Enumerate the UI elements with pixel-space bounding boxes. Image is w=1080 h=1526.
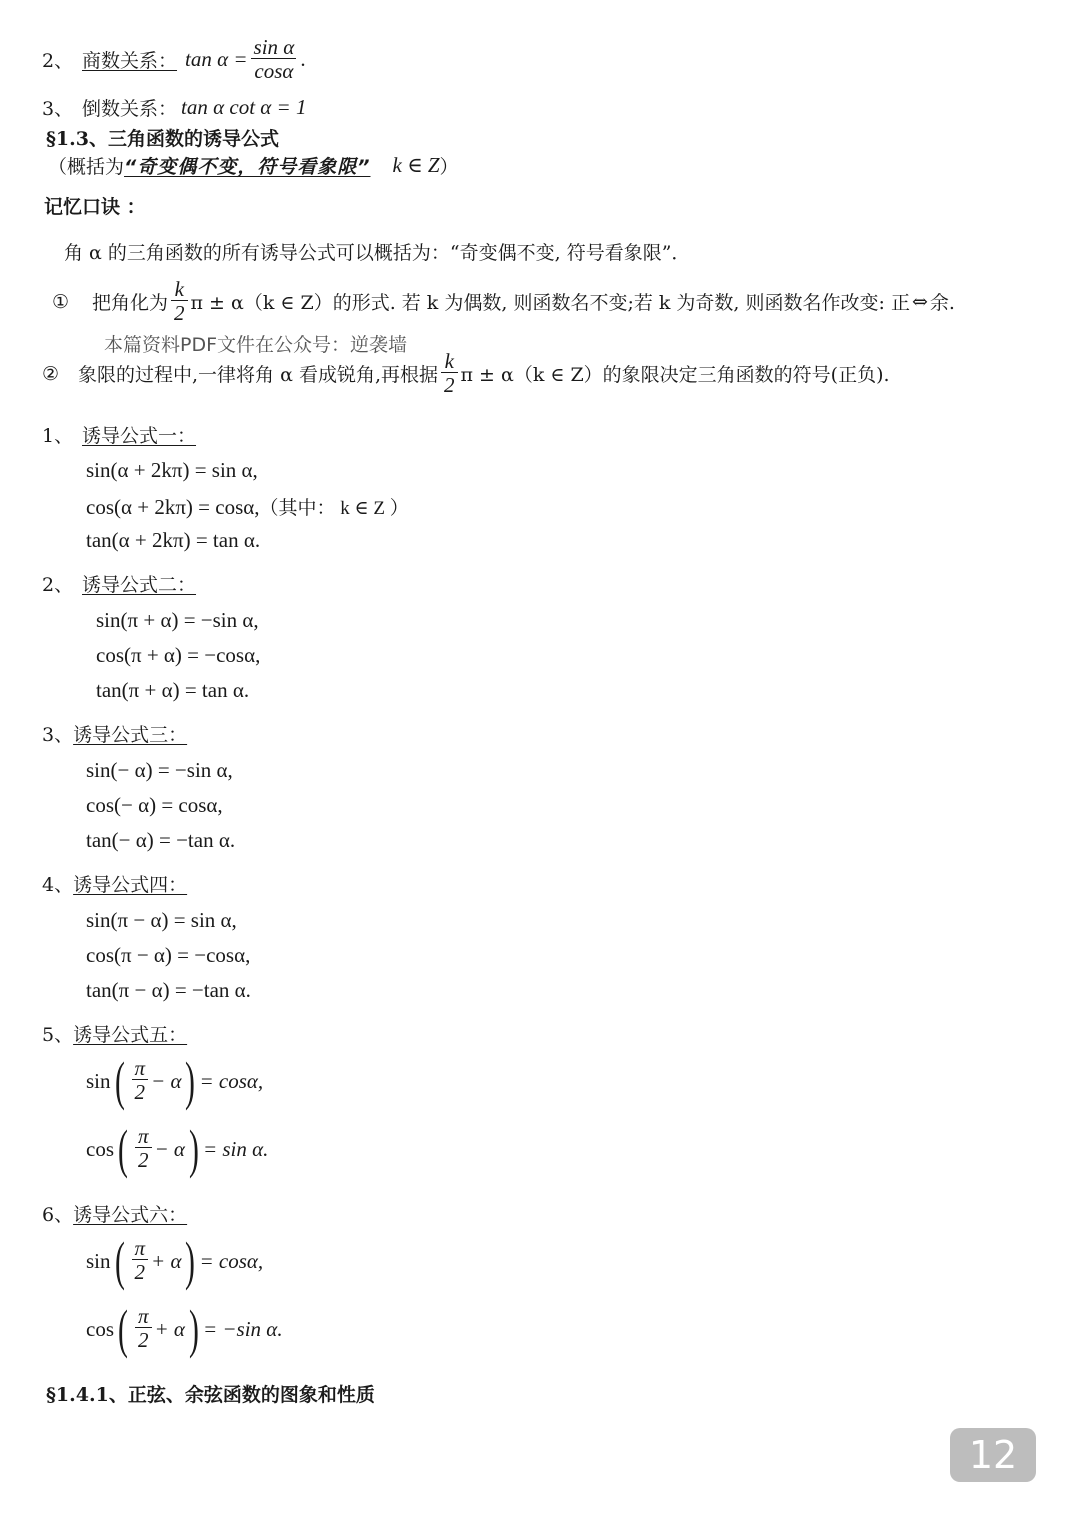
rhs: = sin α. bbox=[202, 1136, 269, 1161]
operand: − α bbox=[151, 1068, 182, 1093]
function-name: sin bbox=[86, 1248, 111, 1273]
fraction-denominator: cosα bbox=[251, 58, 296, 83]
formula-expr: cos(α + 2kπ) = cosα, bbox=[86, 495, 260, 519]
formula-line bbox=[86, 1119, 269, 1179]
formula-note: （其中： k ∈ Z ） bbox=[259, 498, 409, 519]
item-number: 6、 bbox=[42, 1204, 74, 1226]
fraction bbox=[251, 36, 298, 83]
formula-line bbox=[86, 1299, 283, 1359]
rhs: = cosα, bbox=[199, 1248, 264, 1273]
operand: + α bbox=[154, 1316, 185, 1341]
formula-line: tan(α + 2kπ) = tan α. bbox=[86, 528, 261, 552]
item-number: 3、 bbox=[42, 98, 74, 120]
formula-line: sin(π + α) = −sin α, bbox=[96, 608, 259, 632]
step-2 bbox=[42, 350, 890, 397]
formula-title: 诱导公式四： bbox=[73, 874, 188, 896]
item-number: 2、 bbox=[42, 50, 74, 73]
watermark-text: 本篇资料PDF文件在公众号：逆袭墙 bbox=[104, 334, 408, 356]
fraction bbox=[441, 350, 458, 397]
condition: k ∈ Z bbox=[392, 153, 440, 177]
fraction bbox=[135, 1305, 152, 1352]
function-name: cos bbox=[86, 1316, 114, 1341]
relation-label: 倒数关系： bbox=[82, 98, 178, 120]
formula-line: sin(− α) = −sin α, bbox=[86, 758, 233, 782]
formula-line: cos(π + α) = −cosα, bbox=[96, 643, 261, 667]
summary-line bbox=[48, 152, 459, 179]
step-text: 象限的过程中,一律将角 α 看成锐角,再根据 bbox=[78, 364, 438, 387]
item-number: 3、 bbox=[42, 724, 74, 746]
fraction-denominator: 2 bbox=[135, 1147, 152, 1172]
item-number: 2、 bbox=[42, 574, 74, 596]
step-text: 余. bbox=[929, 292, 955, 315]
fraction-denominator: 2 bbox=[132, 1079, 149, 1104]
rhs: = −sin α. bbox=[202, 1316, 283, 1341]
paren-close: ) bbox=[189, 1299, 199, 1359]
item-number: 1、 bbox=[42, 425, 74, 447]
fraction bbox=[132, 1057, 149, 1104]
formula-line: tan(π − α) = −tan α. bbox=[86, 978, 251, 1002]
paren-open: ( bbox=[114, 1231, 125, 1291]
section-title: §1.4.1、正弦、余弦函数的图象和性质 bbox=[46, 1384, 375, 1406]
item-number: 4、 bbox=[42, 874, 74, 896]
paren-close: ) bbox=[189, 1119, 199, 1179]
step-marker: ① bbox=[52, 290, 70, 313]
formula-line bbox=[86, 493, 409, 520]
fraction-numerator: π bbox=[137, 1304, 149, 1329]
formula-line: tan(π + α) = tan α. bbox=[96, 678, 250, 702]
formula-heading bbox=[42, 421, 196, 448]
formula-title: 诱导公式六： bbox=[73, 1204, 188, 1226]
operand: + α bbox=[151, 1248, 182, 1273]
fraction-denominator: 2 bbox=[132, 1259, 149, 1284]
fraction bbox=[171, 278, 188, 325]
paren-close: ) bbox=[185, 1051, 196, 1111]
relation-label: 商数关系： bbox=[82, 50, 178, 73]
paren-close: ) bbox=[185, 1231, 196, 1291]
paren-open: ( bbox=[118, 1299, 128, 1359]
formula-line: tan(− α) = −tan α. bbox=[86, 828, 236, 852]
relation-reciprocal bbox=[42, 94, 306, 121]
item-number: 5、 bbox=[42, 1024, 74, 1046]
formula-heading bbox=[42, 870, 187, 897]
fraction-numerator: π bbox=[137, 1124, 149, 1149]
step-text: π ± α（k ∈ Z）的象限决定三角函数的符号(正负). bbox=[460, 364, 890, 387]
function-name: cos bbox=[86, 1136, 114, 1161]
formula-title: 诱导公式三： bbox=[73, 724, 188, 746]
fraction-denominator: 2 bbox=[441, 372, 458, 397]
formula-line bbox=[86, 1231, 264, 1291]
function-name: sin bbox=[86, 1068, 111, 1093]
paren-open: ( bbox=[114, 1051, 125, 1111]
step-text: 把角化为 bbox=[92, 292, 169, 315]
fraction-denominator: 2 bbox=[171, 300, 188, 325]
formula-title: 诱导公式二： bbox=[82, 574, 197, 596]
mnemonic-heading: 记忆口诀 ： bbox=[44, 196, 146, 218]
fraction-numerator: π bbox=[134, 1056, 146, 1081]
relation-quotient bbox=[42, 36, 306, 83]
formula-heading bbox=[42, 720, 187, 747]
formula-end: . bbox=[300, 47, 306, 72]
formula-line: sin(α + 2kπ) = sin α, bbox=[86, 458, 258, 482]
formula: tan α cot α = 1 bbox=[181, 95, 307, 119]
fraction-denominator: 2 bbox=[135, 1327, 152, 1352]
equivalence-arrow-icon: ⇔ bbox=[911, 290, 928, 313]
formula-title: 诱导公式五： bbox=[73, 1024, 188, 1046]
fraction-numerator: sin α bbox=[253, 35, 295, 59]
formula-heading bbox=[42, 1020, 187, 1047]
formula-line: sin(π − α) = sin α, bbox=[86, 908, 237, 932]
formula-heading bbox=[42, 570, 196, 597]
operand: − α bbox=[154, 1136, 185, 1161]
page-number-badge: 12 bbox=[950, 1428, 1036, 1482]
motto: “奇变偶不变，符号看象限” bbox=[124, 156, 371, 178]
step-text: π ± α（k ∈ Z）的形式. 若 k 为偶数, 则函数名不变;若 k 为奇数, 则函数名作改变: 正 bbox=[190, 292, 910, 315]
fraction-numerator: π bbox=[134, 1236, 146, 1261]
step-1 bbox=[52, 278, 955, 325]
rhs: = cosα, bbox=[199, 1068, 264, 1093]
step-marker: ② bbox=[42, 362, 60, 385]
formula-line: cos(− α) = cosα, bbox=[86, 793, 223, 817]
formula-lhs: tan α = bbox=[185, 47, 248, 72]
fraction bbox=[132, 1237, 149, 1284]
paren-open: ( bbox=[118, 1119, 128, 1179]
formula-line bbox=[86, 1051, 264, 1111]
formula-title: 诱导公式一： bbox=[82, 425, 197, 447]
summary-open: （概括为 bbox=[48, 156, 125, 178]
fraction bbox=[135, 1125, 152, 1172]
summary-close: ） bbox=[439, 156, 459, 178]
intro-text: 角 α 的三角函数的所有诱导公式可以概括为：“奇变偶不变, 符号看象限”． bbox=[64, 242, 691, 264]
formula-heading bbox=[42, 1200, 187, 1227]
fraction-numerator: k bbox=[444, 349, 454, 373]
section-title: §1.3、三角函数的诱导公式 bbox=[46, 128, 279, 150]
fraction-numerator: k bbox=[174, 277, 184, 301]
formula-line: cos(π − α) = −cosα, bbox=[86, 943, 251, 967]
